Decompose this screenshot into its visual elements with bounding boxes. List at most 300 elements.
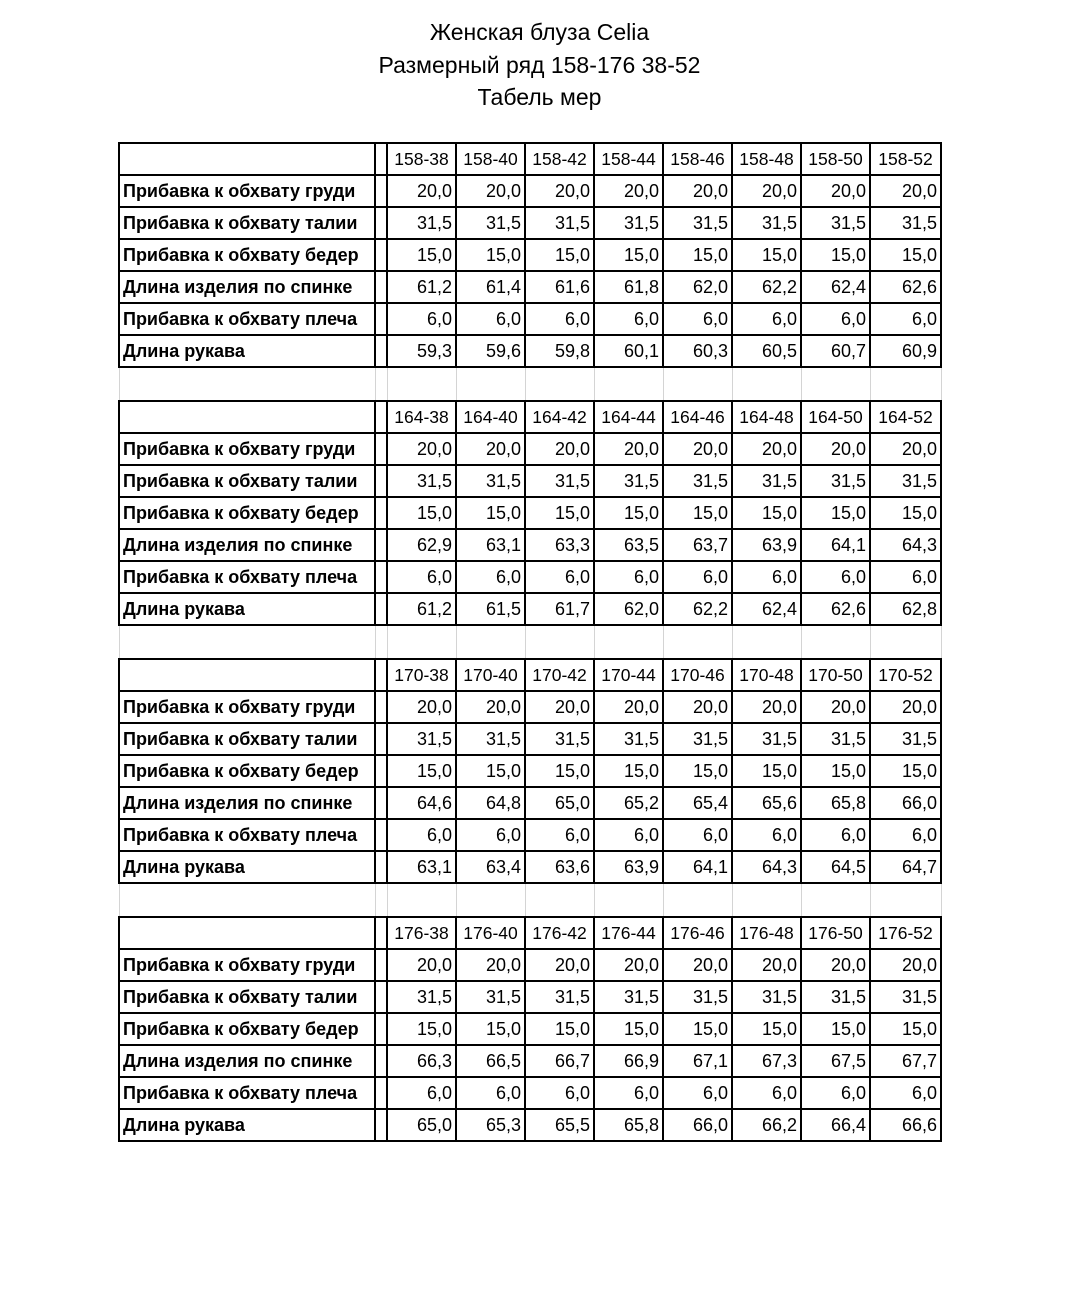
measurement-value: 63,5	[594, 529, 663, 561]
measurement-value: 66,7	[525, 1045, 594, 1077]
size-header-cell: 170-50	[801, 659, 870, 691]
measurement-value: 31,5	[663, 465, 732, 497]
measurement-label: Прибавка к обхвату талии	[119, 207, 375, 239]
size-header-cell: 164-48	[732, 401, 801, 433]
size-header-cell: 170-52	[870, 659, 941, 691]
measurement-value: 15,0	[387, 497, 456, 529]
measurement-value: 31,5	[732, 723, 801, 755]
gap-cell	[375, 981, 387, 1013]
measurement-label: Прибавка к обхвату бедер	[119, 239, 375, 271]
gap-cell	[375, 401, 387, 433]
measurement-value: 6,0	[456, 819, 525, 851]
measurement-row	[119, 433, 941, 465]
size-header-cell: 170-38	[387, 659, 456, 691]
measurement-value: 15,0	[525, 1013, 594, 1045]
measurement-value: 31,5	[801, 981, 870, 1013]
size-header-cell: 170-44	[594, 659, 663, 691]
measurement-value: 6,0	[387, 303, 456, 335]
measurement-value: 6,0	[387, 1077, 456, 1109]
measurement-value: 67,5	[801, 1045, 870, 1077]
measurement-value: 6,0	[870, 303, 941, 335]
spacer-cell	[663, 883, 732, 917]
block-spacer-row	[119, 883, 941, 917]
measurement-value: 66,9	[594, 1045, 663, 1077]
header-corner-cell	[119, 659, 375, 691]
gap-cell	[375, 529, 387, 561]
measurement-row	[119, 529, 941, 561]
measurement-value: 6,0	[801, 1077, 870, 1109]
measurement-value: 31,5	[387, 723, 456, 755]
measurement-value: 15,0	[801, 755, 870, 787]
measurement-value: 31,5	[870, 465, 941, 497]
measurement-value: 63,6	[525, 851, 594, 883]
size-header-row	[119, 659, 941, 691]
measurement-value: 20,0	[525, 691, 594, 723]
measurement-value: 60,1	[594, 335, 663, 367]
measurement-value: 15,0	[594, 497, 663, 529]
measurement-value: 20,0	[456, 175, 525, 207]
measurement-value: 66,5	[456, 1045, 525, 1077]
measurement-label: Длина рукава	[119, 593, 375, 625]
spacer-cell	[387, 883, 456, 917]
measurement-label: Длина изделия по спинке	[119, 271, 375, 303]
measurement-row	[119, 1109, 941, 1141]
measurement-value: 65,8	[801, 787, 870, 819]
measurement-value: 15,0	[387, 239, 456, 271]
measurement-value: 31,5	[870, 207, 941, 239]
measurement-label: Прибавка к обхвату плеча	[119, 819, 375, 851]
size-header-cell: 158-40	[456, 143, 525, 175]
measurement-row	[119, 1013, 941, 1045]
measurement-value: 20,0	[663, 691, 732, 723]
measurement-value: 62,4	[801, 271, 870, 303]
gap-cell	[375, 755, 387, 787]
spacer-cell	[663, 367, 732, 401]
spacer-cell	[456, 883, 525, 917]
gap-cell	[375, 143, 387, 175]
measurement-row	[119, 723, 941, 755]
size-header-cell: 176-48	[732, 917, 801, 949]
measurement-row	[119, 207, 941, 239]
measurement-value: 31,5	[663, 981, 732, 1013]
measurement-row	[119, 303, 941, 335]
measurement-value: 20,0	[801, 949, 870, 981]
spacer-cell	[119, 883, 375, 917]
gap-cell	[375, 593, 387, 625]
measurement-value: 31,5	[870, 723, 941, 755]
measurement-value: 31,5	[387, 207, 456, 239]
spacer-cell	[801, 367, 870, 401]
measurement-value: 31,5	[594, 981, 663, 1013]
measurement-value: 6,0	[732, 819, 801, 851]
measurement-value: 61,4	[456, 271, 525, 303]
spacer-cell	[387, 367, 456, 401]
measurement-value: 62,2	[732, 271, 801, 303]
gap-cell	[375, 1013, 387, 1045]
measurement-label: Прибавка к обхвату груди	[119, 949, 375, 981]
measurement-value: 20,0	[801, 691, 870, 723]
gap-cell	[375, 207, 387, 239]
spacer-cell	[375, 883, 387, 917]
measurement-label: Прибавка к обхвату плеча	[119, 561, 375, 593]
size-header-cell: 164-52	[870, 401, 941, 433]
measurement-value: 20,0	[456, 949, 525, 981]
measurement-value: 31,5	[663, 723, 732, 755]
document-title: Женская блуза Celia	[429, 19, 650, 45]
gap-cell	[375, 335, 387, 367]
size-header-cell: 158-52	[870, 143, 941, 175]
measurement-label: Длина изделия по спинке	[119, 787, 375, 819]
spacer-cell	[663, 625, 732, 659]
measurement-value: 15,0	[870, 239, 941, 271]
measurement-value: 65,5	[525, 1109, 594, 1141]
measurement-value: 20,0	[387, 949, 456, 981]
measurement-value: 31,5	[387, 465, 456, 497]
measurement-value: 62,8	[870, 593, 941, 625]
gap-cell	[375, 497, 387, 529]
measurement-value: 62,4	[732, 593, 801, 625]
measurement-value: 31,5	[525, 981, 594, 1013]
measurement-value: 20,0	[525, 175, 594, 207]
measurement-value: 31,5	[525, 207, 594, 239]
gap-cell	[375, 465, 387, 497]
size-header-cell: 158-50	[801, 143, 870, 175]
measurement-value: 31,5	[732, 981, 801, 1013]
measurement-value: 20,0	[732, 175, 801, 207]
gap-cell	[375, 659, 387, 691]
measurement-value: 31,5	[594, 465, 663, 497]
measurement-value: 15,0	[456, 755, 525, 787]
measurement-value: 20,0	[456, 691, 525, 723]
measurement-label: Прибавка к обхвату груди	[119, 691, 375, 723]
measurement-value: 6,0	[525, 303, 594, 335]
header-corner-cell	[119, 917, 375, 949]
measurement-value: 59,3	[387, 335, 456, 367]
measurement-value: 59,6	[456, 335, 525, 367]
measurement-value: 6,0	[456, 1077, 525, 1109]
measurement-value: 15,0	[456, 497, 525, 529]
header-corner-cell	[119, 401, 375, 433]
measurement-label: Прибавка к обхвату талии	[119, 723, 375, 755]
measurement-value: 15,0	[387, 755, 456, 787]
measurement-value: 62,6	[801, 593, 870, 625]
measurement-value: 20,0	[663, 175, 732, 207]
measurement-value: 31,5	[663, 207, 732, 239]
spacer-cell	[456, 367, 525, 401]
measurement-value: 66,0	[663, 1109, 732, 1141]
measurement-value: 64,3	[732, 851, 801, 883]
size-header-cell: 164-46	[663, 401, 732, 433]
spacer-cell	[594, 883, 663, 917]
size-range-caption: Размерный ряд 158-176 38-52	[378, 51, 701, 78]
measurement-value: 15,0	[801, 1013, 870, 1045]
gap-cell	[375, 1077, 387, 1109]
measurement-value: 15,0	[456, 239, 525, 271]
measurement-value: 67,7	[870, 1045, 941, 1077]
gap-cell	[375, 787, 387, 819]
spacer-cell	[732, 883, 801, 917]
measurement-label: Прибавка к обхвату бедер	[119, 1013, 375, 1045]
measurement-value: 31,5	[594, 207, 663, 239]
measurement-row	[119, 271, 941, 303]
measurement-label: Прибавка к обхвату груди	[119, 433, 375, 465]
measurement-value: 6,0	[525, 819, 594, 851]
measurement-row	[119, 335, 941, 367]
measurement-value: 6,0	[870, 1077, 941, 1109]
measurement-value: 15,0	[870, 1013, 941, 1045]
measurement-value: 6,0	[456, 303, 525, 335]
measurement-value: 20,0	[456, 433, 525, 465]
measurement-value: 65,6	[732, 787, 801, 819]
measurement-value: 31,5	[525, 465, 594, 497]
measurement-value: 67,1	[663, 1045, 732, 1077]
size-header-cell: 158-48	[732, 143, 801, 175]
measurement-value: 20,0	[594, 433, 663, 465]
measurement-value: 20,0	[594, 691, 663, 723]
measurement-value: 60,7	[801, 335, 870, 367]
size-header-cell: 164-40	[456, 401, 525, 433]
measurement-value: 66,6	[870, 1109, 941, 1141]
spacer-cell	[375, 625, 387, 659]
measurement-value: 15,0	[732, 497, 801, 529]
measurement-label: Прибавка к обхвату плеча	[119, 303, 375, 335]
measurement-value: 63,3	[525, 529, 594, 561]
measurement-value: 31,5	[801, 207, 870, 239]
measurement-value: 15,0	[594, 755, 663, 787]
measurement-value: 6,0	[732, 303, 801, 335]
spacer-cell	[525, 883, 594, 917]
size-header-cell: 170-48	[732, 659, 801, 691]
measurement-value: 6,0	[870, 561, 941, 593]
spacer-cell	[119, 625, 375, 659]
measurement-value: 31,5	[525, 723, 594, 755]
spacer-cell	[870, 625, 941, 659]
spacer-cell	[594, 367, 663, 401]
measurement-value: 63,9	[732, 529, 801, 561]
measurement-value: 15,0	[456, 1013, 525, 1045]
measurement-row	[119, 851, 941, 883]
measurement-value: 15,0	[525, 239, 594, 271]
measurement-row	[119, 593, 941, 625]
block-spacer-row	[119, 625, 941, 659]
spacer-cell	[375, 367, 387, 401]
size-header-cell: 164-42	[525, 401, 594, 433]
measurement-row	[119, 981, 941, 1013]
measurement-value: 15,0	[801, 497, 870, 529]
measurement-row	[119, 497, 941, 529]
size-header-cell: 158-42	[525, 143, 594, 175]
measurement-value: 65,8	[594, 1109, 663, 1141]
measurement-value: 63,4	[456, 851, 525, 883]
size-header-cell: 176-40	[456, 917, 525, 949]
measurement-label: Длина изделия по спинке	[119, 529, 375, 561]
measurement-value: 6,0	[456, 561, 525, 593]
measurement-row	[119, 561, 941, 593]
spacer-cell	[525, 625, 594, 659]
size-header-cell: 170-42	[525, 659, 594, 691]
measurement-value: 6,0	[663, 561, 732, 593]
measurement-label: Длина рукава	[119, 335, 375, 367]
measurement-value: 60,3	[663, 335, 732, 367]
measurement-value: 64,6	[387, 787, 456, 819]
measurement-value: 62,9	[387, 529, 456, 561]
measurement-value: 15,0	[732, 755, 801, 787]
spacer-cell	[870, 883, 941, 917]
measurement-value: 65,0	[525, 787, 594, 819]
measurement-value: 66,2	[732, 1109, 801, 1141]
measurement-value: 61,8	[594, 271, 663, 303]
measurement-value: 20,0	[870, 691, 941, 723]
measurement-value: 31,5	[801, 723, 870, 755]
header-corner-cell	[119, 143, 375, 175]
document-header	[0, 16, 1079, 114]
measurement-value: 64,8	[456, 787, 525, 819]
size-header-cell: 164-38	[387, 401, 456, 433]
measurement-value: 62,6	[870, 271, 941, 303]
measurement-value: 65,4	[663, 787, 732, 819]
block-spacer-row	[119, 367, 941, 401]
measurement-value: 65,0	[387, 1109, 456, 1141]
measurement-value: 63,7	[663, 529, 732, 561]
measurement-row	[119, 787, 941, 819]
measurement-value: 6,0	[594, 303, 663, 335]
measurement-value: 20,0	[870, 175, 941, 207]
measurement-label: Прибавка к обхвату бедер	[119, 755, 375, 787]
gap-cell	[375, 1109, 387, 1141]
spacer-cell	[732, 625, 801, 659]
measurement-value: 64,1	[663, 851, 732, 883]
size-header-cell: 164-50	[801, 401, 870, 433]
measurement-value: 20,0	[525, 949, 594, 981]
gap-cell	[375, 917, 387, 949]
size-header-cell: 170-46	[663, 659, 732, 691]
measurement-value: 20,0	[870, 433, 941, 465]
gap-cell	[375, 271, 387, 303]
measurement-value: 20,0	[387, 433, 456, 465]
gap-cell	[375, 851, 387, 883]
measurement-value: 31,5	[801, 465, 870, 497]
size-header-cell: 158-38	[387, 143, 456, 175]
measurement-value: 20,0	[801, 175, 870, 207]
measurement-value: 66,3	[387, 1045, 456, 1077]
gap-cell	[375, 175, 387, 207]
measurement-value: 20,0	[594, 175, 663, 207]
measurement-row	[119, 949, 941, 981]
measurement-value: 64,3	[870, 529, 941, 561]
measurement-value: 15,0	[663, 497, 732, 529]
measurement-value: 6,0	[387, 561, 456, 593]
measurement-value: 15,0	[663, 755, 732, 787]
measurement-value: 15,0	[732, 1013, 801, 1045]
size-measurement-table	[118, 142, 942, 1142]
measurement-value: 61,2	[387, 593, 456, 625]
gap-cell	[375, 303, 387, 335]
measurement-value: 6,0	[594, 819, 663, 851]
measurement-value: 20,0	[594, 949, 663, 981]
measurement-value: 15,0	[594, 1013, 663, 1045]
spacer-cell	[456, 625, 525, 659]
measurement-value: 15,0	[801, 239, 870, 271]
size-header-cell: 176-42	[525, 917, 594, 949]
size-header-cell: 176-50	[801, 917, 870, 949]
measurement-value: 15,0	[663, 239, 732, 271]
measurement-value: 6,0	[594, 1077, 663, 1109]
measurement-value: 20,0	[525, 433, 594, 465]
measurement-table-container	[118, 142, 940, 1142]
size-header-cell: 176-52	[870, 917, 941, 949]
measurement-value: 6,0	[525, 561, 594, 593]
measurement-value: 6,0	[801, 303, 870, 335]
measurement-table-caption: Табель мер	[477, 84, 602, 110]
measurement-value: 65,3	[456, 1109, 525, 1141]
measurement-value: 64,7	[870, 851, 941, 883]
measurement-value: 15,0	[594, 239, 663, 271]
spacer-cell	[594, 625, 663, 659]
size-header-cell: 158-46	[663, 143, 732, 175]
spacer-cell	[119, 367, 375, 401]
measurement-value: 6,0	[732, 1077, 801, 1109]
measurement-value: 15,0	[732, 239, 801, 271]
measurement-value: 61,5	[456, 593, 525, 625]
size-header-row	[119, 143, 941, 175]
measurement-value: 67,3	[732, 1045, 801, 1077]
measurement-row	[119, 465, 941, 497]
measurement-value: 63,1	[387, 851, 456, 883]
measurement-row	[119, 1045, 941, 1077]
size-header-cell: 176-44	[594, 917, 663, 949]
measurement-value: 66,0	[870, 787, 941, 819]
measurement-value: 59,8	[525, 335, 594, 367]
measurement-row	[119, 819, 941, 851]
measurement-value: 65,2	[594, 787, 663, 819]
measurement-value: 31,5	[456, 207, 525, 239]
measurement-value: 64,5	[801, 851, 870, 883]
size-header-cell: 170-40	[456, 659, 525, 691]
measurement-value: 15,0	[870, 755, 941, 787]
measurement-value: 31,5	[594, 723, 663, 755]
measurement-value: 31,5	[456, 981, 525, 1013]
measurement-value: 60,9	[870, 335, 941, 367]
measurement-value: 60,5	[732, 335, 801, 367]
spacer-cell	[870, 367, 941, 401]
gap-cell	[375, 239, 387, 271]
size-header-row	[119, 917, 941, 949]
measurement-value: 20,0	[732, 691, 801, 723]
measurement-value: 20,0	[663, 433, 732, 465]
measurement-value: 31,5	[456, 465, 525, 497]
measurement-row	[119, 755, 941, 787]
size-header-cell: 176-46	[663, 917, 732, 949]
measurement-value: 6,0	[525, 1077, 594, 1109]
gap-cell	[375, 723, 387, 755]
measurement-value: 6,0	[387, 819, 456, 851]
measurement-value: 15,0	[663, 1013, 732, 1045]
measurement-value: 63,1	[456, 529, 525, 561]
measurement-value: 20,0	[663, 949, 732, 981]
measurement-value: 6,0	[663, 819, 732, 851]
measurement-value: 6,0	[801, 819, 870, 851]
size-header-row	[119, 401, 941, 433]
spacer-cell	[732, 367, 801, 401]
spacer-cell	[525, 367, 594, 401]
measurement-value: 61,6	[525, 271, 594, 303]
measurement-label: Прибавка к обхвату бедер	[119, 497, 375, 529]
gap-cell	[375, 691, 387, 723]
measurement-value: 62,0	[594, 593, 663, 625]
measurement-value: 6,0	[801, 561, 870, 593]
measurement-value: 20,0	[387, 691, 456, 723]
measurement-row	[119, 1077, 941, 1109]
